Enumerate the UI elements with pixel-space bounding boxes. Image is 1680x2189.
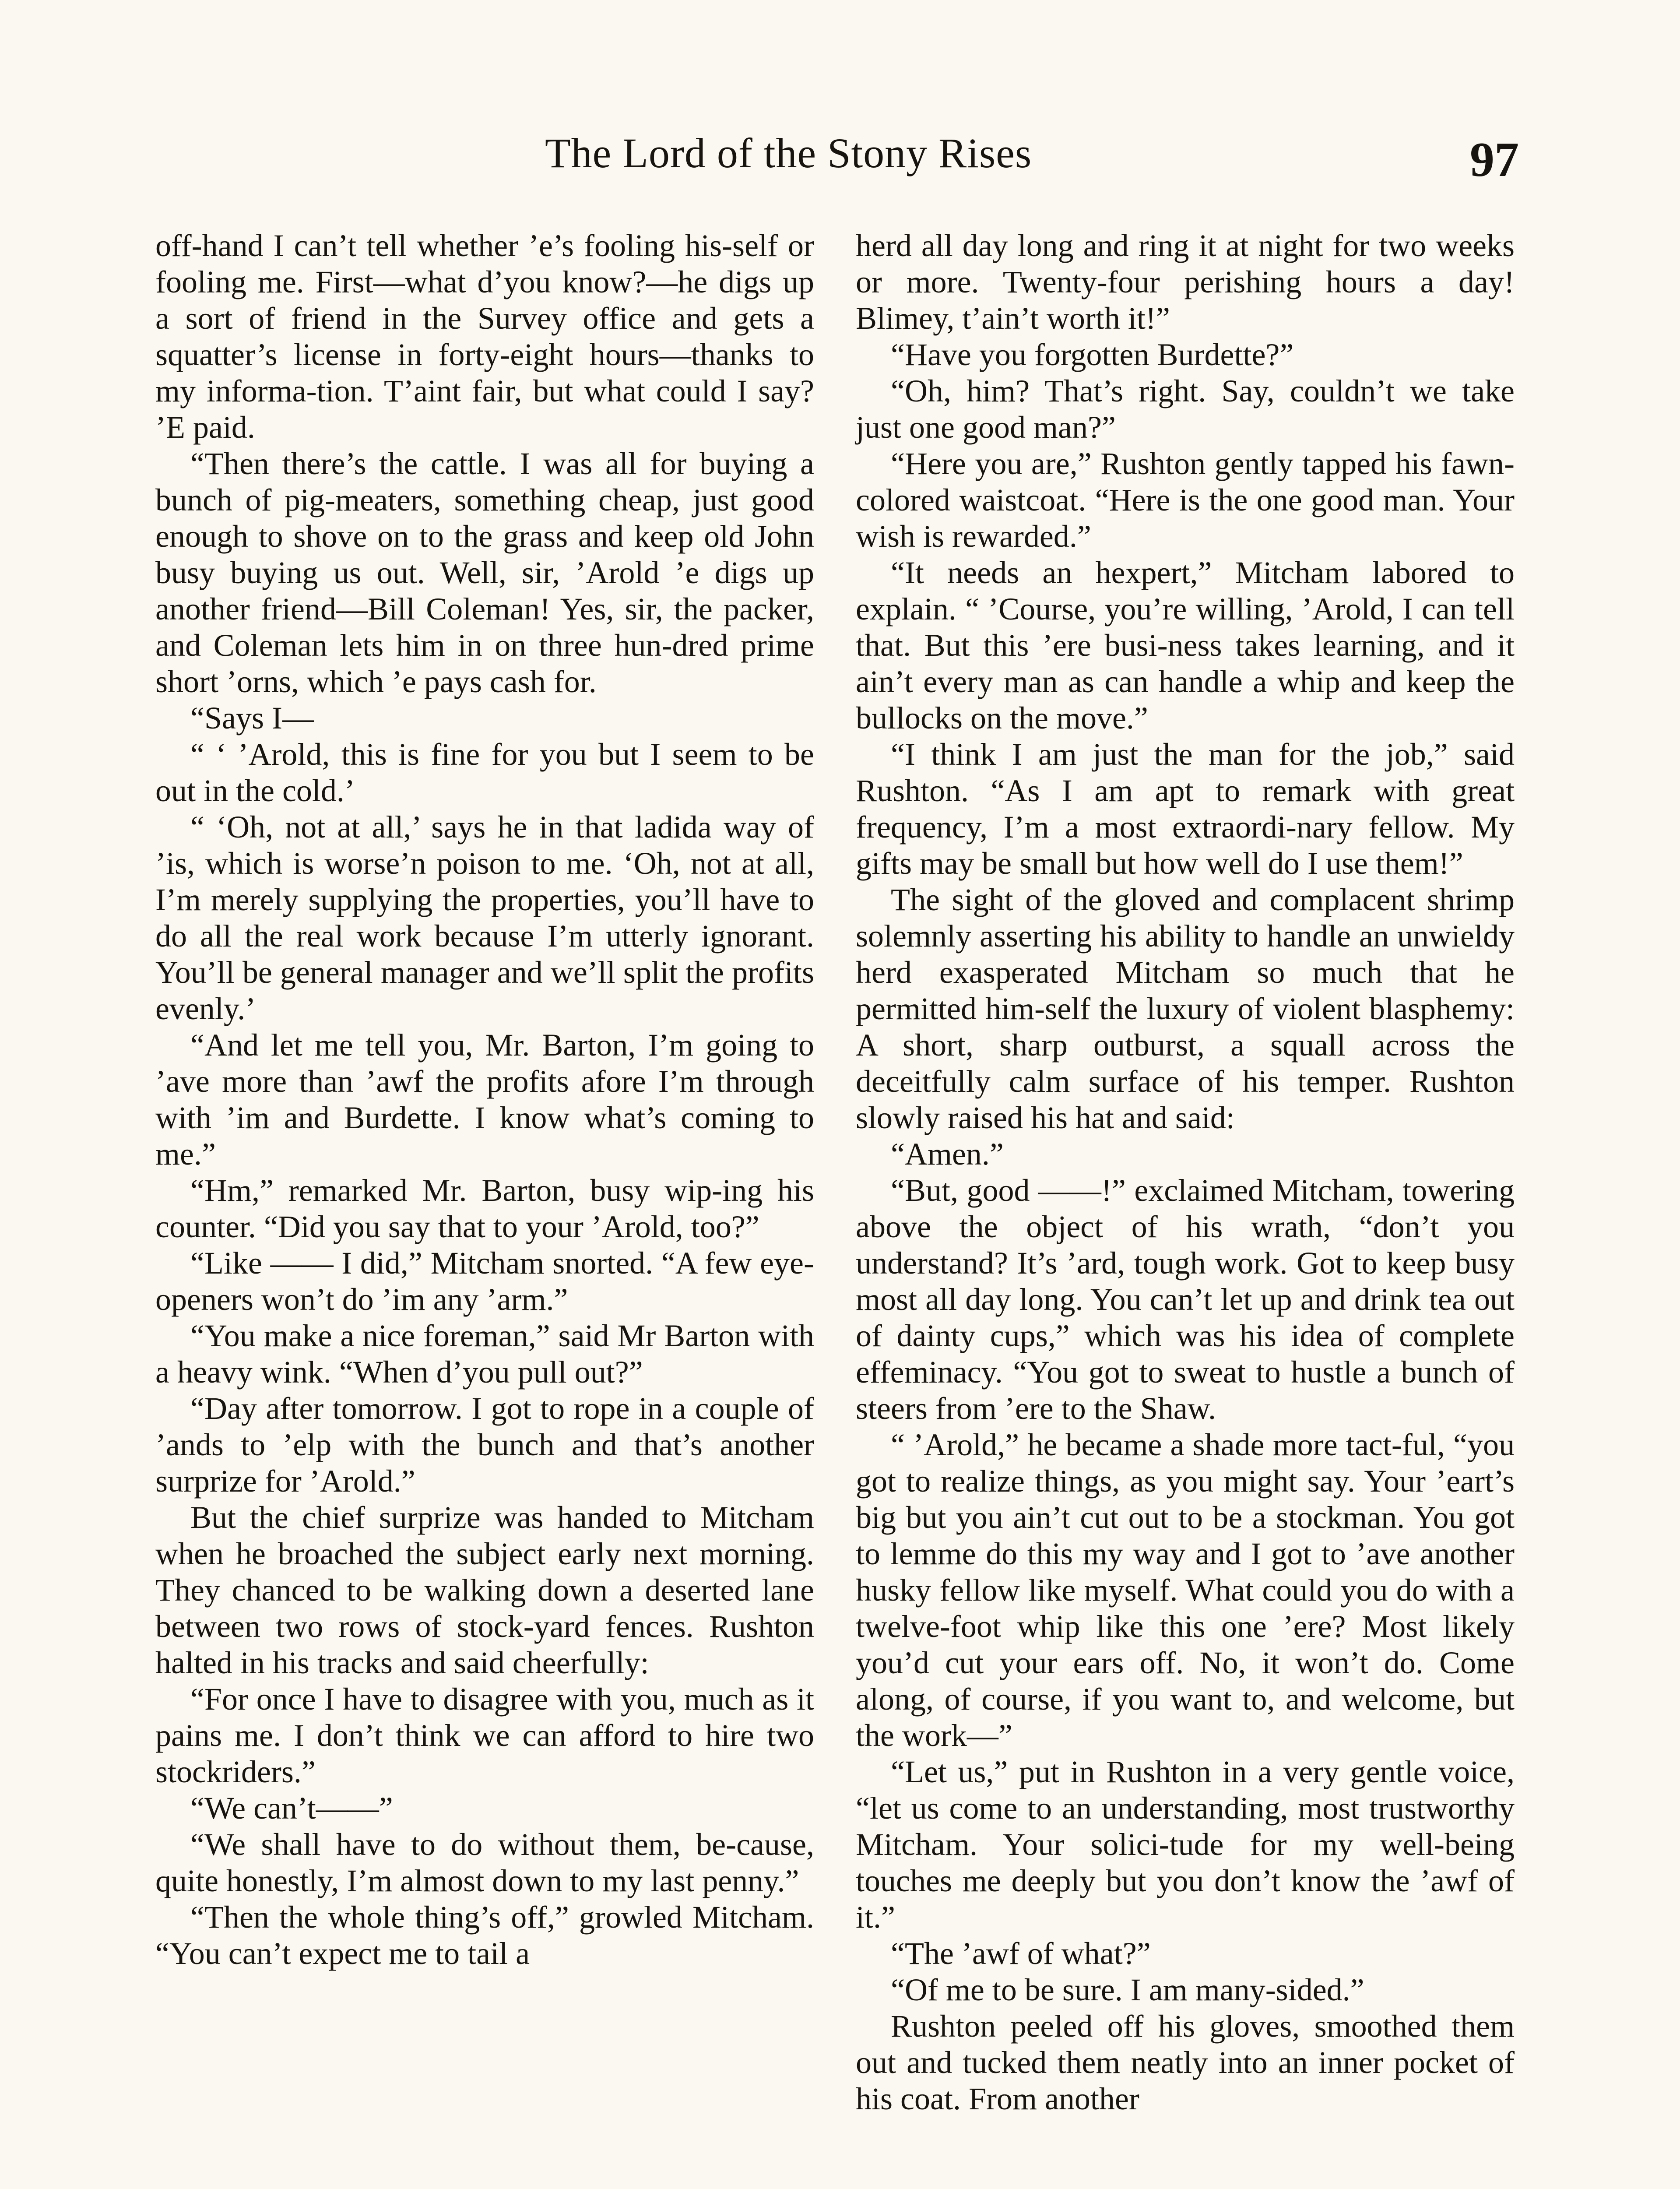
text-column-left: [155, 228, 814, 1972]
paragraph: “You make a nice foreman,” said Mr Barton with a heavy wink. “When d’you pull out?”: [155, 1318, 814, 1390]
running-title: The Lord of the Stony Rises: [545, 130, 1032, 176]
paragraph: “We shall have to do without them, be-cause, quite honestly, I’m almost down to my last penny.”: [155, 1827, 814, 1898]
paragraph: “Then the whole thing’s off,” growled Mitcham. “You can’t expect me to tail a: [155, 1900, 814, 1971]
paragraph: “Hm,” remarked Mr. Barton, busy wip-ing his counter. “Did you say that to your ’Arold, too?”: [155, 1173, 814, 1244]
paragraph: “Day after tomorrow. I got to rope in a couple of ’ands to ’elp with the bunch and that’s another surprize for ’Arold.”: [155, 1391, 814, 1499]
paragraph: herd all day long and ring it at night for two weeks or more. Twenty-four perishing hours a day! Blimey, t’ain’t worth it!”: [856, 228, 1515, 336]
paragraph: off-hand I can’t tell whether ’e’s fooling his-self or fooling me. First—what d’you know?—he digs up a sort of friend in the Survey office and gets a squatter’s license in forty-eight hours—thanks to my informa-tion. T’aint fair, but what could I say? ’E paid.: [155, 228, 814, 445]
text-column-right: [856, 228, 1515, 2117]
paragraph: “And let me tell you, Mr. Barton, I’m going to ’ave more than ’awf the profits afore I’m through with ’im and Burdette. I know what’s coming to me.”: [155, 1028, 814, 1172]
paragraph: “We can’t——”: [190, 1791, 393, 1826]
paragraph: “Of me to be sure. I am many-sided.”: [891, 1972, 1364, 2007]
paragraph: “But, good ——!” exclaimed Mitcham, towering above the object of his wrath, “don’t you understand? It’s ’ard, tough work. Got to keep busy most all day long. You can’t let up and drink tea out of dainty cups,” which was his idea of complete effeminacy. “You got to sweat to hustle a bunch of steers from ’ere to the Shaw.: [856, 1173, 1515, 1426]
paragraph: “It needs an hexpert,” Mitcham labored to explain. “ ’Course, you’re willing, ’Arold, I can tell that. But this ’ere busi-ness takes learning, and it ain’t every man as can handle a whip and keep the bullocks on the move.”: [856, 555, 1515, 736]
paragraph: “ ‘ ’Arold, this is fine for you but I seem to be out in the cold.’: [155, 737, 814, 808]
paragraph: “The ’awf of what?”: [891, 1936, 1151, 1971]
paragraph: “Amen.”: [891, 1137, 1004, 1172]
paragraph: “Like —— I did,” Mitcham snorted. “A few eye-openers won’t do ’im any ’arm.”: [155, 1246, 814, 1317]
paragraph: “Says I—: [190, 700, 314, 736]
page-number: 97: [1470, 133, 1519, 187]
paragraph: The sight of the gloved and complacent shrimp solemnly asserting his ability to handle an unwieldy herd exasperated Mitcham so much that he permitted him-self the luxury of violent blasphemy: A short, sharp outburst, a squall across the deceitfully calm surface of his temper. Rushton slowly raised his hat and said:: [856, 882, 1515, 1135]
paragraph: “I think I am just the man for the job,” said Rushton. “As I am apt to remark with great frequency, I’m a most extraordi-nary fellow. My gifts may be small but how well do I use them!”: [856, 737, 1515, 881]
paragraph: “ ’Arold,” he became a shade more tact-ful, “you got to realize things, as you might say. Your ’eart’s big but you ain’t cut out to be a stockman. You got to lemme do this my way and I got to ’ave another husky fellow like myself. What could you do with a twelve-foot whip like this one ’ere? Most likely you’d cut your ears off. No, it won’t do. Come along, of course, if you want to, and welcome, but the work—”: [856, 1427, 1515, 1753]
paragraph: Rushton peeled off his gloves, smoothed them out and tucked them neatly into an inner pocket of his coat. From another: [856, 2009, 1515, 2116]
paragraph: “For once I have to disagree with you, much as it pains me. I don’t think we can afford to hire two stockriders.”: [155, 1682, 814, 1789]
paragraph: “Oh, him? That’s right. Say, couldn’t we take just one good man?”: [856, 373, 1515, 445]
paragraph: “Let us,” put in Rushton in a very gentle voice, “let us come to an understanding, most trustworthy Mitcham. Your solici-tude for my well-being touches me deeply but you don’t know the ’awf of it.”: [856, 1754, 1515, 1935]
paragraph: “ ‘Oh, not at all,’ says he in that ladida way of ’is, which is worse’n poison to me. ‘Oh, not at all, I’m merely supplying the properties, you’ll have to do all the real work because I’m utterly ignorant. You’ll be general manager and we’ll split the profits evenly.’: [155, 809, 814, 1026]
paragraph: “Here you are,” Rushton gently tapped his fawn-colored waistcoat. “Here is the one good man. Your wish is rewarded.”: [856, 446, 1515, 554]
paragraph: But the chief surprize was handed to Mitcham when he broached the subject early next morning. They chanced to be walking down a deserted lane between two rows of stock-yard fences. Rushton halted in his tracks and said cheerfully:: [155, 1500, 814, 1680]
paragraph: “Have you forgotten Burdette?”: [891, 337, 1294, 372]
paragraph: “Then there’s the cattle. I was all for buying a bunch of pig-meaters, something cheap, just good enough to shove on to the grass and keep old John busy buying us out. Well, sir, ’Arold ’e digs up another friend—Bill Coleman! Yes, sir, the packer, and Coleman lets him in on three hun-dred prime short ’orns, which ’e pays cash for.: [155, 446, 814, 699]
